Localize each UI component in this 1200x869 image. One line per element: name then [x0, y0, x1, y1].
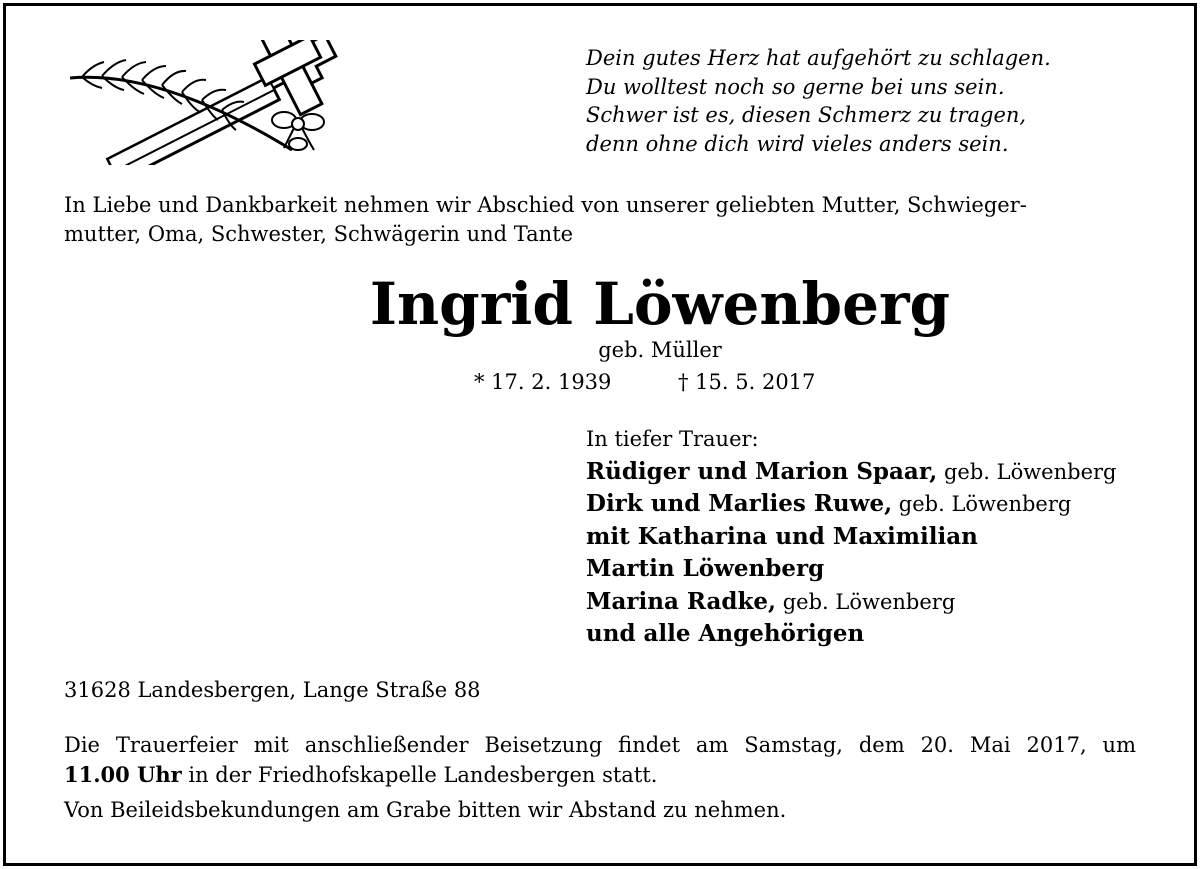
service-line-2 [64, 760, 1136, 790]
service-info [64, 730, 1136, 790]
maiden-name: geb. Müller [598, 338, 722, 362]
death-date: † 15. 5. 2017 [678, 370, 816, 394]
mourner-line [586, 456, 1117, 489]
cross-with-palm-icon [62, 40, 342, 165]
birth-date: * 17. 2. 1939 [474, 370, 612, 394]
poem-line: Du wolltest noch so gerne bei uns sein. [586, 74, 1005, 99]
mourner-line [586, 618, 1117, 651]
address: 31628 Landesbergen, Lange Straße 88 [64, 678, 481, 702]
condolence-note: Von Beileidsbekundungen am Grabe bitten wir Abstand zu nehmen. [64, 798, 787, 822]
mourner-name: Dirk und Marlies Ruwe, [586, 490, 893, 517]
mourner-name: Rüdiger und Marion Spaar, [586, 457, 938, 485]
intro-line-2: mutter, Oma, Schwester, Schwägerin und Tante [64, 221, 574, 246]
poem-line: Schwer ist es, diesen Schmerz zu tragen, [586, 103, 1027, 128]
mourner-name: Marina Radke, [586, 587, 777, 615]
mourner-note: geb. Löwenberg [776, 589, 956, 614]
poem [586, 44, 1051, 158]
poem-line: denn ohne dich wird vieles anders sein. [586, 131, 1009, 156]
service-location: in der Friedhofskapelle Landesbergen statt. [181, 763, 658, 787]
mourner-line [586, 553, 1117, 586]
mourner-note: geb. Löwenberg [937, 459, 1117, 484]
mourner-line [586, 488, 1117, 521]
mourners-heading: In tiefer Trauer: [586, 427, 759, 451]
service-line-1: Die Trauerfeier mit anschließender Beisetzung findet am Samstag, dem 20. Mai 2017, um [64, 733, 1136, 757]
mourner-note: geb. Löwenberg [892, 492, 1072, 516]
intro-text [64, 191, 1136, 248]
poem-line: Dein gutes Herz hat aufgehört zu schlagen. [586, 46, 1051, 70]
mourner-line [586, 521, 1117, 554]
mourner-line [586, 586, 1117, 619]
mourner-name: Martin Löwenberg [586, 555, 825, 582]
deceased-name: Ingrid Löwenberg [369, 270, 951, 338]
mourner-name: und alle Angehörigen [586, 620, 865, 647]
intro-line-1: In Liebe und Dankbarkeit nehmen wir Abschied von unserer geliebten Mutter, Schwieger- [64, 193, 1027, 217]
service-time: 11.00 Uhr [64, 762, 182, 787]
mourner-name: mit Katharina und Maximilian [586, 522, 978, 550]
mourners-list [586, 423, 1117, 651]
